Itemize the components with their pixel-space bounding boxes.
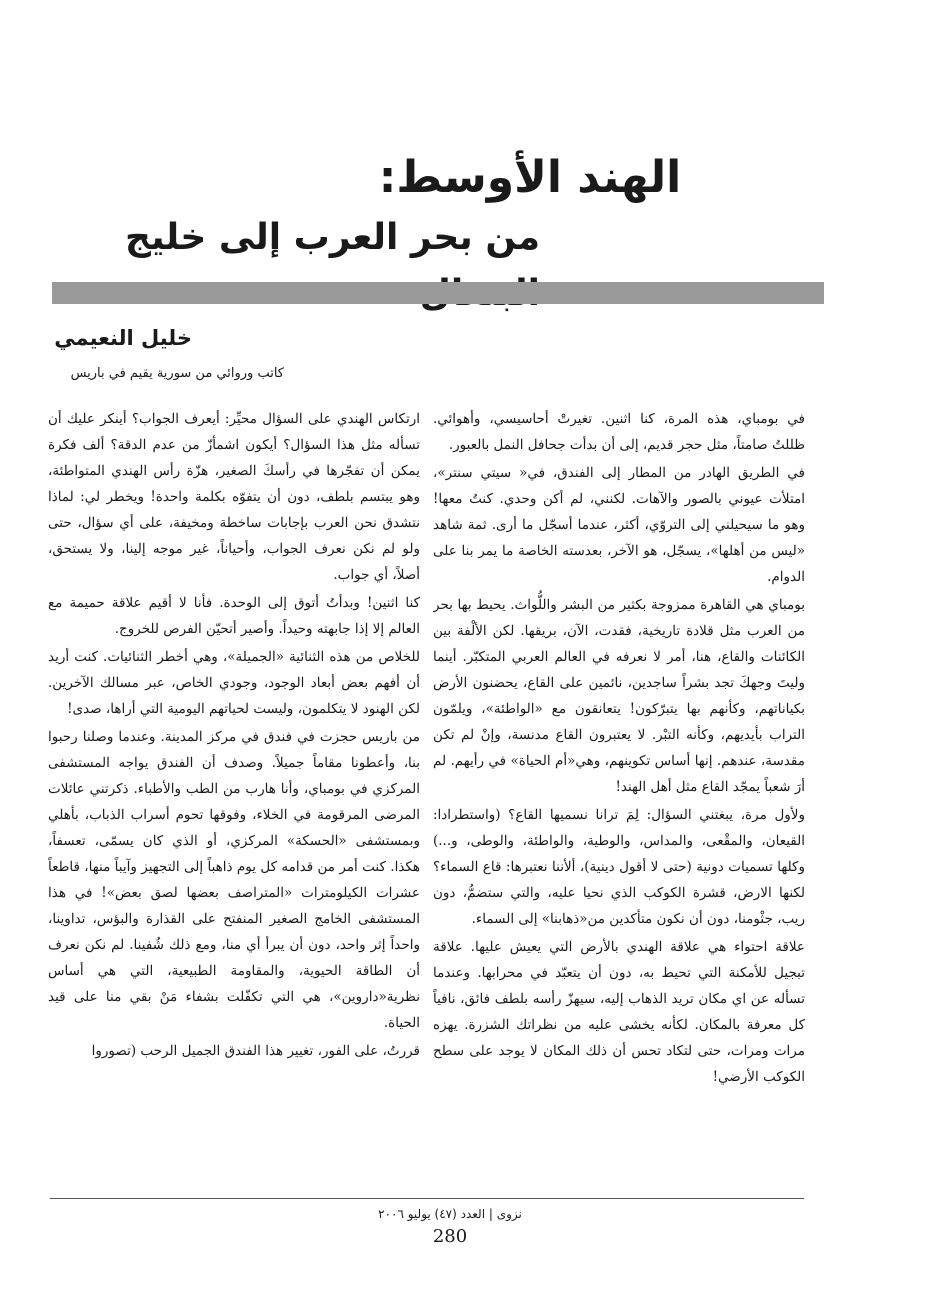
article-title-line-2: من بحر العرب إلى خليج (125, 217, 540, 258)
author-bio: كاتب وروائي من سورية يقيم في باريس (70, 366, 284, 381)
paragraph: ولأول مرة، يبغتني السؤال: لِمَ ترانا نسميها القاع؟ (واستطرادا: القيعان، والمقْعى، والمداس، والوطية، والواطئة، والوطى، و...) وكلها تسميات دونية (حتى لا أقول دينية)، ألأننا نعتبرها: قاع السماء؟ لكنها الارض، قشرة الكوكب الذي نحيا عليه، والتي ستضمُّ، دون ريب، جثْومنا، دون أن نكون متأكدين من«ذهابنا» إلى السماء. (433, 807, 805, 927)
text-column-left (48, 406, 420, 1144)
footer-divider (50, 1198, 804, 1199)
paragraph: علاقة احتواء هي علاقة الهندي بالأرض التي يعيش عليها. علاقة تبجيل للأمكنة التي تحيط به، دون أن يتعبّد في محرابها. وعندما تسأله عن اي مكان تريد الذهاب إليه، سيهزّ رأسه بلطف فائق، نافياً كل معرفة بالمكان. لكأنه يخشى عليه من نظراتك الشزرة. يهزه مرات ومرات، حتى لتكاد تحس أن ذلك المكان لا يوجد على سطح الكوكب الأرضي! (433, 939, 805, 1085)
title-banner-bar (52, 282, 824, 304)
footer-issue-info: نزوى | العدد (٤٧) يوليو ٢٠٠٦ (378, 1207, 522, 1221)
paragraph: بومباي هي القاهرة ممزوجة بكثير من البشر واللُّواث. يحيط بها بحر من العرب مثل قلادة تاريخية، فقدت، الآن، بريقها. لكن الألْفة بين الكائنات والقاع، هنا، أمر لا نعرفه في العالم العربي المتكبّر. أينما وليتَ وجهكَ تجد بشراً ساجدين، نائمين على القاع، يحضنون الأرض بكياناتهم، وكأنهم بها يتبرّكون! يتعانقون مع «الواطئة»، ويلمّون التراب بأيديهم، وكأنه التبْر. لا يعتبرون القاع مدنسة، وإنْ لم تكن مقدسة، عندهم. إنها أساس تكوينهم، وهي«أم الحياة» في رأيهم. لم أرَ شعباً يمجّد القاع مثل أهل الهند! (433, 597, 805, 795)
paragraph: ارتكاس الهندي على السؤال محيِّر: أيعرف الجواب؟ أينكر عليك أن تسأله مثل هذا السؤال؟ أيكون اشمأزّ من عدم الدقة؟ ألف فكرة يمكن أن تفجّرها في رأسكَ الصغير، هزّة رأس الهندي المتواطئة، وهو يبتسم بلطف، دون أن يتفوّه بكلمة واحدة! ويخطر لي: لماذا نتشدق نحن العرب بإجابات ساخطة ومخيفة، على أي سؤال، حتى ولو لم نكن نعرف الجواب، وأحياناً، غير موجه إلينا، ولا يستحق، أصلاً، أي جواب. (48, 411, 420, 583)
paragraph: في الطريق الهادر من المطار إلى الفندق، في« سيتي سنتر»، امتلأت عيوني بالصور والآهات. لكنني، لم أكن وحدي. كنتُ معها! وهو ما سيحيلني إلى التروّي، أكثر، عندما أسجّل ما أرى. ثمة شاهد «ليس من أهلها»، يسجّل، هو الآخر، بعدسته الخاصة ما يمر بنا على الدوام. (433, 465, 805, 585)
paragraph: قررتُ، على الفور، تغيير هذا الفندق الجميل الرحب (تصوروا (91, 1043, 420, 1059)
article-title-line-1: الهند الأوسط: (378, 152, 682, 203)
text-column-right (433, 406, 805, 1144)
page-number: 280 (432, 1226, 468, 1247)
paragraph: للخلاص من هذه الثنائية «الجميلة»، وهي أخطر الثنائيات. كنت أريد أن أفهم بعض أبعاد الوجود، وجودي الخاص، عبر مسالك الآخرين. لكن الهنود لا يتكلمون، وليست لحياتهم اليومية التي أراها، صدى! (48, 649, 420, 717)
author-name: خليل النعيمي (54, 326, 192, 350)
paragraph: في بومباي، هذه المرة، كنا اثنين. تغيرتْ أحاسيسي، وأهوائي. ظللتُ صامتاً، مثل حجر قديم، إلى أن بدأت جحافل النمل بالعبور. (433, 411, 805, 453)
paragraph: كنا اثنين! وبدأتُ أتوق إلى الوحدة. فأنا لا أقيم علاقة حميمة مع العالم إلا إذا جابهته وحيداً. وأصير أتحيّن الفرص للخروج. (48, 595, 420, 637)
paragraph: من باريس حجزت في فندق في مركز المدينة. وعندما وصلنا رحبوا بنا، وأعطونا مقاماً جميلاً. وصدف أن الفندق يواجه المستشفى المركزي في بومباي، وأنا هارب من الطب والأطباء. ذكرتني عائلات المرضى المرقومة في الخلاء، وفوقها تحوم أسراب الذباب، بأهلي وبمستشفى «الحسكة» المركزي، أو الذي كان يسمّى، تعسفاً، هكذا. كنت أمر من قدامه كل يوم ذاهباً إلى التجهيز وآيباً منها، قاطعاً عشرات الكيلومترات «المتراصف بعضها لصق بعض»! في هذا المستشفى الخامج الصغير المنفتح على القذارة والبؤس، تداوينا، واحداً إثر واحد، دون أن يبرأ أي منا، ومع ذلك شُفينا. لم نكن نعرف أن الطاقة الحيوية، والمقاومة الطبيعية، التي هي أساس نظرية«داروين»، هي التي تكفّلت بشفاء مَنْ بقي منا على قيد الحياة. (48, 729, 420, 1031)
